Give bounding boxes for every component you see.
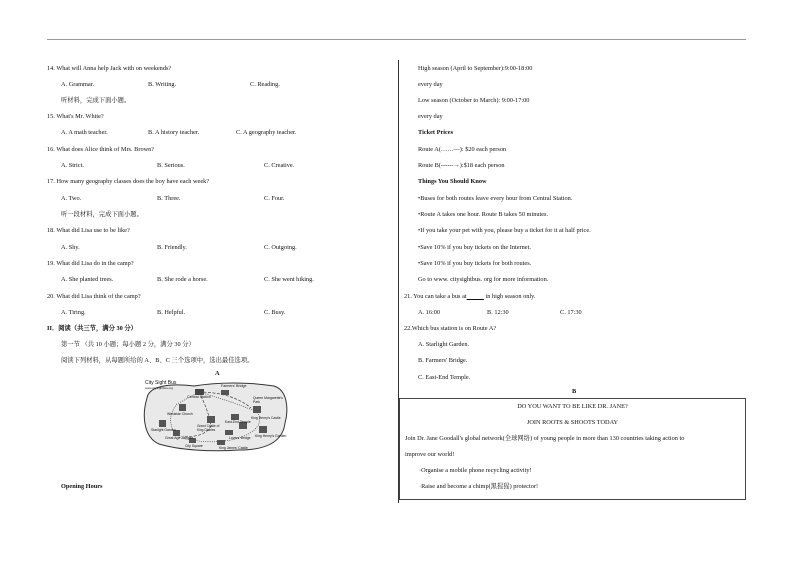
box-headline-2: JOIN ROOTS & SHOOTS TODAY [526, 419, 619, 426]
q22-option-b: B. Farmers' Bridge. [418, 357, 468, 364]
map-place-grand-castle: Grand Castle of King Charles [197, 424, 220, 432]
map-place-farmers-bridge: Farmers' Bridge [221, 384, 247, 388]
box-item-recycling: ·Organise a mobile phone recycling activity! [419, 467, 532, 474]
route-b-price: Route B(------→):$18 each person [418, 162, 505, 169]
bullet-route-duration: •Route A takes one hour. Route B takes 50 minutes. [418, 211, 549, 218]
things-to-know-heading: Things You Should Know [418, 178, 487, 185]
map-place-lovers-bridge: Lovers' Bridge [229, 436, 251, 440]
q19-stem: 19. What did Lisa do in the camp? [47, 260, 134, 267]
map-place-queen-park: Queen Margarette's Park [253, 396, 283, 404]
q16-option-c: C. Creative. [264, 162, 295, 169]
box-headline-1: DO YOU WANT TO BE LIKE DR. JANE? [517, 403, 628, 410]
q21-option-c: C. 17:30 [560, 309, 582, 316]
q16-option-a: A. Strict. [61, 162, 84, 169]
map-place-starlight-garden: Starlight Garden [151, 428, 176, 432]
low-season-hours: Low season (October to March): 9:00-17:00 [418, 97, 530, 104]
listening-instruction-1: 听材料，完成下面小题。 [61, 97, 131, 104]
q20-stem: 20. What did Lisa think of the camp? [47, 293, 141, 300]
route-a-price: Route A(……—): $20 each person [418, 146, 507, 153]
q19-option-b: B. She rode a horse. [157, 276, 208, 283]
box-paragraph-line-2: improve our world! [405, 451, 455, 458]
q17-option-b: B. Three. [157, 195, 181, 202]
q20-option-a: A. Tiring. [61, 309, 86, 316]
opening-hours-heading: Opening Hours [61, 483, 103, 490]
q16-stem: 16. What does Alice think of Mrs. Brown? [47, 146, 155, 153]
q14-option-b: B. Writing. [148, 81, 177, 88]
q15-option-b: B. A history teacher. [148, 129, 200, 136]
q18-option-a: A. Shy. [61, 244, 80, 251]
part1-instruction: 阅读下列材料，从每题所给的 A、B、C 三个选项中，选出最佳选项。 [61, 357, 254, 364]
q15-stem: 15. What's Mr. White? [47, 113, 104, 120]
q14-stem: 14. What will Anna help Jack with on weekends? [47, 65, 172, 72]
map-url: www.citysightbus.org [145, 386, 174, 390]
q21-stem [404, 293, 535, 301]
q14-option-a: A. Grammar. [61, 81, 95, 88]
q20-option-b: B. Helpful. [157, 309, 186, 316]
box-item-chimp-protector: ·Raise and become a chimp(黑猩猩) protector! [419, 483, 539, 490]
every-day-1: every day [418, 81, 443, 88]
map-place-king-james-castle: King James' Castle [219, 446, 248, 450]
q17-option-a: A. Two. [61, 195, 82, 202]
top-rule [47, 39, 746, 40]
q16-option-b: B. Serious. [157, 162, 185, 169]
q17-option-c: C. Four. [264, 195, 285, 202]
q20-option-c: C. Busy. [264, 309, 286, 316]
q22-stem: 22.Which bus station is on Route A? [404, 325, 497, 332]
more-info-link-text: Go to www. citysightbus. org for more information. [418, 276, 549, 283]
passage-b-label: B [572, 388, 577, 395]
q15-option-a: A. A math teacher. [61, 129, 108, 136]
box-paragraph-line-1: Join Dr. Jane Goodall's global network(全球网络) of young people in more than 130 countries taking action to [405, 435, 685, 442]
reading-section-title: II．阅读（共三节，满分 30 分） [47, 325, 137, 332]
q14-option-c: C. Reading. [250, 81, 280, 88]
map-place-great-age-theater: Great Age Theater [165, 436, 193, 440]
q21-blank [467, 293, 484, 300]
map-place-east-end-temple: East-End Temple [225, 420, 251, 424]
map-place-central-station: Central Station [187, 395, 211, 399]
q21-stem-end: in high season only. [483, 293, 536, 300]
bullet-internet-saving: •Save 10% if you buy tickets on the Internet. [418, 244, 531, 251]
map-title: City Sight Bus [145, 380, 177, 386]
listening-instruction-2: 听一段材料，完成下面小题。 [61, 211, 143, 218]
q18-option-b: B. Friendly. [157, 244, 187, 251]
city-sight-bus-map [139, 378, 289, 452]
q19-option-a: A. She planted trees. [61, 276, 114, 283]
passage-a-label: A [215, 370, 220, 377]
bullet-both-routes-saving: •Save 10% if you buy tickets for both routes. [418, 260, 532, 267]
bullet-pet-ticket: •If you take your pet with you, please buy a ticket for it at half price. [418, 227, 591, 234]
roots-and-shoots-box [399, 398, 746, 500]
q18-stem: 18. What did Lisa use to be like? [47, 227, 130, 234]
map-place-king-henrys-garden: King Henry's Garden [255, 434, 287, 438]
q15-option-c: C. A geography teacher. [236, 129, 297, 136]
map-place-king-henrys-castle: King Henry's Castle [251, 416, 281, 420]
map-place-westside-church: Westside Church [167, 412, 193, 416]
q17-stem: 17. How many geography classes does the boy have each week? [47, 178, 210, 185]
part1-heading: 第一节 （共 10 小题；每小题 2 分，满分 30 分） [61, 341, 195, 348]
q18-option-c: C. Outgoing. [264, 244, 297, 251]
q21-stem-start: 21. You can take a bus at [404, 293, 467, 300]
q21-option-b: B. 12:30 [487, 309, 509, 316]
q22-option-c: C. East-End Temple. [418, 374, 471, 381]
q19-option-c: C. She went hiking. [264, 276, 314, 283]
q22-option-a: A. Starlight Garden. [418, 341, 470, 348]
high-season-hours: High season (April to September):9:00-18:00 [418, 65, 533, 72]
map-place-city-square: City Square [185, 444, 203, 448]
q21-option-a: A. 16:00 [418, 309, 441, 316]
every-day-2: every day [418, 113, 443, 120]
ticket-prices-heading: Ticket Prices [418, 129, 454, 136]
bullet-buses-leave: •Buses for both routes leave every hour from Central Station. [418, 195, 573, 202]
